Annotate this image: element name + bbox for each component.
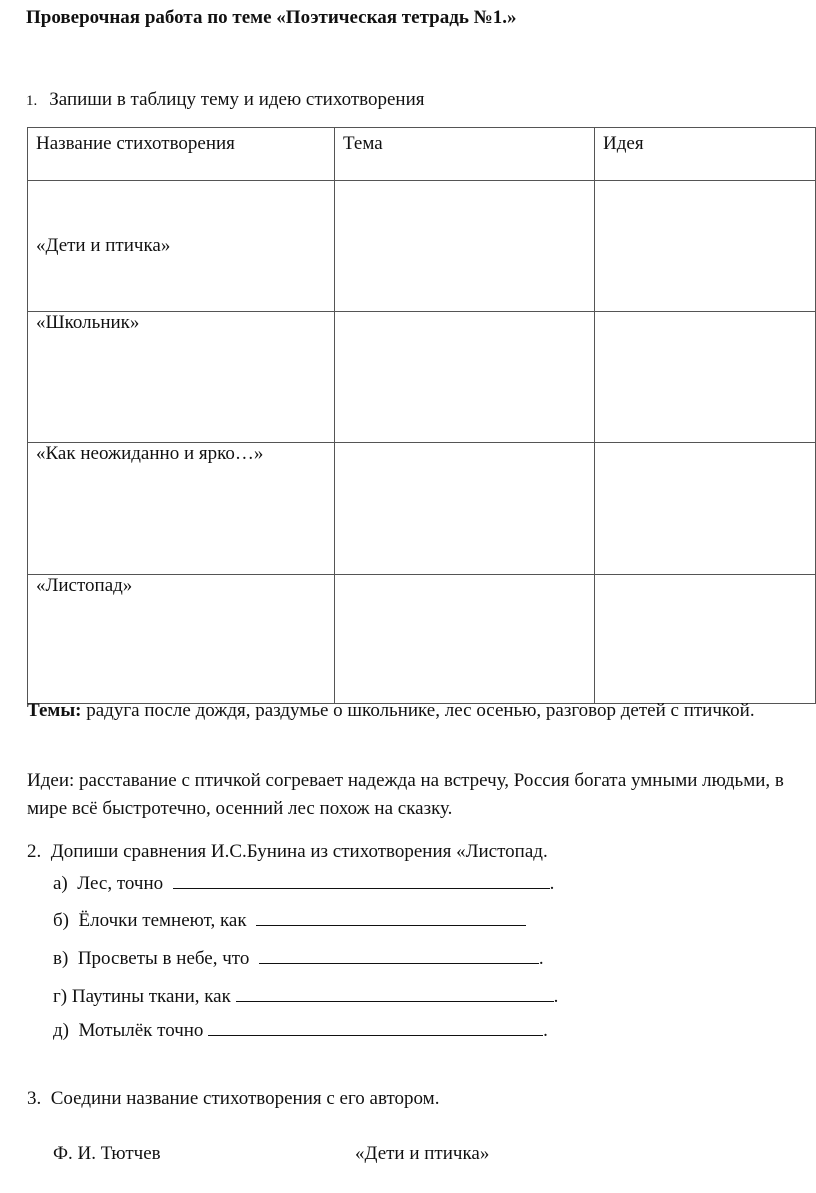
table-header-row: [28, 128, 816, 181]
idea-answer-cell[interactable]: [595, 181, 816, 312]
item-text: Лес, точно: [77, 873, 164, 894]
poem-name-cell: «Листопад»: [28, 575, 335, 704]
poem-title[interactable]: «Дети и птичка»: [355, 1143, 490, 1164]
item-marker: а): [53, 873, 68, 894]
table-row: [28, 312, 816, 443]
theme-answer-cell[interactable]: [335, 575, 595, 704]
item-text: Просветы в небе, что: [77, 948, 250, 969]
comparison-item: [53, 905, 526, 932]
task1-number: 1.: [26, 93, 38, 109]
answer-blank[interactable]: [173, 868, 550, 889]
item-end: .: [549, 873, 555, 894]
answer-blank[interactable]: [208, 1015, 543, 1036]
item-marker: д): [53, 1020, 69, 1041]
task2-heading: [27, 841, 548, 863]
answer-blank[interactable]: [256, 905, 526, 926]
page-title: Проверочная работа по теме «Поэтическая тетрадь №1.»: [26, 7, 517, 28]
theme-answer-cell[interactable]: [335, 443, 595, 575]
task3-text: Соедини название стихотворения с его автором.: [50, 1088, 440, 1109]
idea-answer-cell[interactable]: [595, 443, 816, 575]
item-text: Ёлочки темнеют, как: [78, 910, 247, 931]
table-row: [28, 575, 816, 704]
ideas-paragraph: Идеи: расставание с птичкой согревает надежда на встречу, Россия богата умными людьми, в мире всё быстротечно, осенний лес похож на сказку.: [27, 770, 784, 819]
item-marker: г): [53, 986, 68, 1007]
answer-blank[interactable]: [236, 981, 554, 1002]
task2-number: 2.: [27, 841, 42, 862]
theme-answer-cell[interactable]: [335, 181, 595, 312]
theme-answer-cell[interactable]: [335, 312, 595, 443]
poem-name-cell: «Как неожиданно и ярко…»: [28, 443, 335, 575]
idea-answer-cell[interactable]: [595, 312, 816, 443]
poem-name-cell: «Дети и птичка»: [28, 181, 335, 312]
idea-answer-cell[interactable]: [595, 575, 816, 704]
item-text: Мотылёк точно: [78, 1020, 204, 1041]
poem-table: [27, 127, 816, 704]
task1-heading: [26, 89, 425, 111]
themes-text: радуга после дождя, раздумье о школьнике, лес осенью, разговор детей с птичкой.: [81, 700, 755, 721]
themes-paragraph: [27, 697, 787, 725]
item-marker: в): [53, 948, 69, 969]
header-cell-name: Название стихотворения: [28, 128, 335, 181]
header-cell-idea: Идея: [595, 128, 816, 181]
themes-label: Темы:: [27, 700, 82, 721]
item-marker: б): [53, 910, 69, 931]
item-end: .: [538, 948, 544, 969]
author-name[interactable]: Ф. И. Тютчев: [53, 1143, 161, 1164]
comparison-item: [53, 943, 544, 970]
item-text: Паутины ткани, как: [71, 986, 231, 1007]
comparison-item: [53, 868, 554, 895]
task1-text: Запиши в таблицу тему и идею стихотворения: [49, 89, 425, 110]
answer-blank[interactable]: [259, 943, 539, 964]
table-row: [28, 181, 816, 312]
item-end: .: [553, 986, 559, 1007]
task3-number: 3.: [27, 1088, 42, 1109]
task2-text: Допиши сравнения И.С.Бунина из стихотворения «Листопад.: [50, 841, 548, 862]
comparison-item: [53, 981, 558, 1008]
poem-name-cell: «Школьник»: [28, 312, 335, 443]
header-cell-theme: Тема: [335, 128, 595, 181]
table-row: [28, 443, 816, 575]
item-end: .: [543, 1020, 548, 1041]
comparison-item: [53, 1015, 548, 1042]
task3-heading: [27, 1088, 439, 1110]
